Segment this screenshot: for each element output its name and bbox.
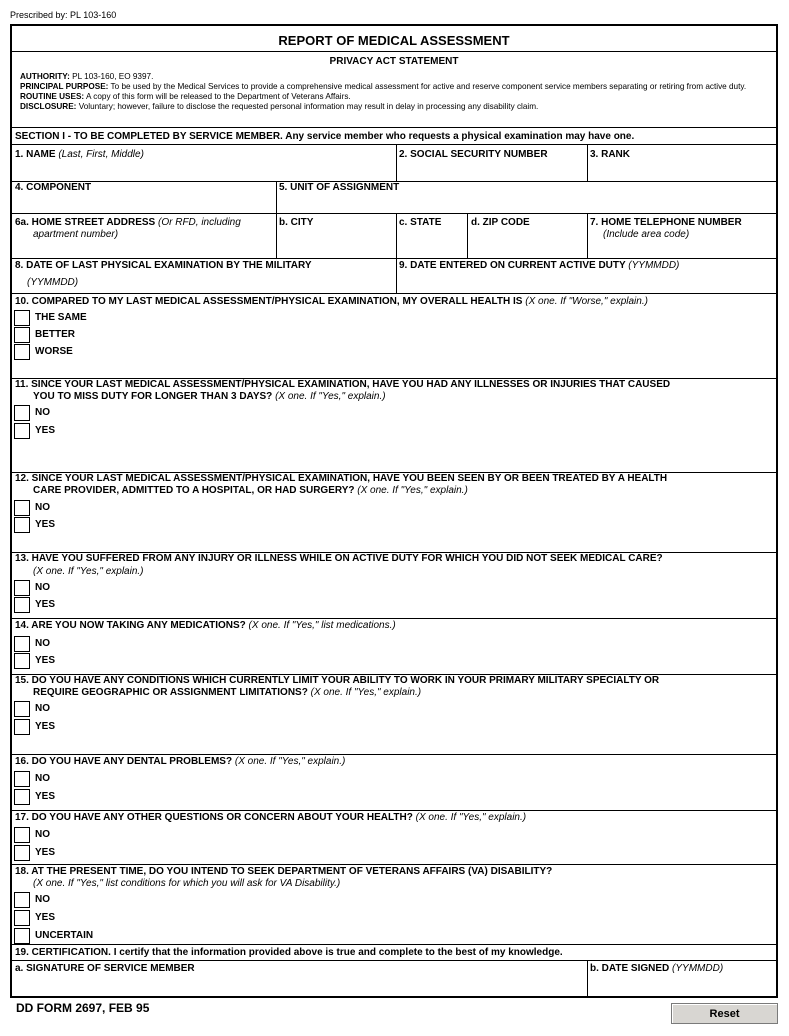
- question-17: 17. DO YOU HAVE ANY OTHER QUESTIONS OR CONCERN ABOUT YOUR HEALTH? (X one. If "Yes," explain.): [15, 812, 527, 823]
- certification-statement: 19. CERTIFICATION. I certify that the information provided above is true and complete to the best of my knowledge.: [15, 947, 563, 958]
- form-number: DD FORM 2697, FEB 95: [16, 1001, 150, 1015]
- rank-field[interactable]: 3. RANK: [590, 149, 631, 160]
- zip-code-field[interactable]: d. ZIP CODE: [471, 217, 530, 228]
- q16-no-checkbox[interactable]: [14, 771, 30, 787]
- state-field[interactable]: c. STATE: [399, 217, 442, 228]
- q13-yes-checkbox[interactable]: [14, 597, 30, 613]
- component-field[interactable]: 4. COMPONENT: [15, 182, 92, 193]
- question-18: 18. AT THE PRESENT TIME, DO YOU INTEND TO SEEK DEPARTMENT OF VETERANS AFFAIRS (VA) DISABILITY?: [15, 866, 553, 877]
- name-field[interactable]: 1. NAME (Last, First, Middle): [15, 149, 144, 160]
- q14-no-checkbox[interactable]: [14, 636, 30, 652]
- question-12-cont: CARE PROVIDER, ADMITTED TO A HOSPITAL, OR HAD SURGERY? (X one. If "Yes," explain.): [33, 485, 468, 496]
- q16-yes-checkbox[interactable]: [14, 789, 30, 805]
- q13-no-checkbox[interactable]: [14, 580, 30, 596]
- last-physical-date-field[interactable]: 8. DATE OF LAST PHYSICAL EXAMINATION BY THE MILITARY: [15, 260, 312, 271]
- q17-no-checkbox[interactable]: [14, 827, 30, 843]
- privacy-act-heading: PRIVACY ACT STATEMENT: [329, 56, 459, 67]
- question-10: 10. COMPARED TO MY LAST MEDICAL ASSESSMENT/PHYSICAL EXAMINATION, MY OVERALL HEALTH IS (X one. If "Worse," explain.): [15, 296, 648, 307]
- address-hint: apartment number): [33, 229, 119, 240]
- prescribed-by: Prescribed by: PL 103-160: [10, 10, 117, 20]
- question-13: 13. HAVE YOU SUFFERED FROM ANY INJURY OR ILLNESS WHILE ON ACTIVE DUTY FOR WHICH YOU DID NOT SEEK MEDICAL CARE?: [15, 553, 663, 564]
- telephone-hint: (Include area code): [603, 229, 690, 240]
- q11-no-checkbox[interactable]: [14, 405, 30, 421]
- section-1-heading: SECTION I - TO BE COMPLETED BY SERVICE MEMBER. Any service member who requests a physical examination may have one.: [15, 131, 635, 142]
- date-signed-field[interactable]: b. DATE SIGNED (YYMMDD): [590, 963, 724, 974]
- privacy-act-statement: AUTHORITY: PL 103-160, EO 9397. PRINCIPAL PURPOSE: To be used by the Medical Services to provide a comprehensive medical assessment for active and reserve component service members separating or retiring from active duty. ROUTINE USES: A copy of this form will be released to the Department of Veterans Affairs. DISCLOSURE: Voluntary; however, failure to disclose the requested personal information may result in delay in processing any disability claim.: [20, 72, 747, 111]
- q12-yes-checkbox[interactable]: [14, 517, 30, 533]
- q14-yes-checkbox[interactable]: [14, 653, 30, 669]
- city-field[interactable]: b. CITY: [279, 217, 314, 228]
- home-address-field[interactable]: 6a. HOME STREET ADDRESS (Or RFD, including: [15, 217, 241, 228]
- q18-no-checkbox[interactable]: [14, 892, 30, 908]
- medical-assessment-form: REPORT OF MEDICAL ASSESSMENT PRIVACY ACT STATEMENT AUTHORITY: PL 103-160, EO 9397. PRINCIPAL PURPOSE: To be used by the Medical Services to provide a comprehensive medical assessment for active and reserve component service members separating or retiring from active duty. ROUTINE USES: A copy of this form will be released to the Department of Veterans Affairs. DISCLOSURE: Voluntary; however, failure to disclose the requested personal information may result in delay in processing any disability claim. SECTION I - TO BE COMPLETED BY SERVICE MEMBER. Any service member who requests a physical examination may have one. 1. NAME (Last, First, Middle) 2. SOCIAL SECURITY NUMBER 3. RANK 4. COMPONENT 5. UNIT OF ASSIGNMENT 6a. HOME STREET ADDRESS (Or RFD, including apartment number) b. CITY c. STATE d. ZIP CODE 7. HOME TELEPHONE NUMBER (Include area code) 8. DATE OF LAST PHYSICAL EXAMINATION BY THE MILITARY (YYMMDD) 9. DATE ENTERED ON CURRENT ACTIVE DUTY (YYMMDD) 10. COMPARED TO MY LAST MEDICAL ASSESSMENT/PHYSICAL EXAMINATION, MY OVERALL HEALTH IS (X one. If "Worse," explain.) THE SAME BETTER WORSE 11. SINCE YOUR LAST MEDICAL ASSESSMENT/PHYSICAL EXAMINATION, HAVE YOU HAD ANY ILLNESSES OR INJURIES THAT CAUSED YOU TO MISS DUTY FOR LONGER THAN 3 DAYS? (X one. If "Yes," explain.) NO YES 12. SINCE YOUR LAST MEDICAL ASSESSMENT/PHYSICAL EXAMINATION, HAVE YOU BEEN SEEN BY OR BEEN TREATED BY A HEALTH CARE PROVIDER, ADMITTED TO A HOSPITAL, OR HAD SURGERY? (X one. If "Yes," explain.) NO YES 13. HAVE YOU SUFFERED FROM ANY INJURY OR ILLNESS WHILE ON ACTIVE DUTY FOR WHICH YOU DID NOT SEEK MEDICAL CARE? (X one. If "Yes," explain.) NO YES 14. ARE YOU NOW TAKING ANY MEDICATIONS? (X one. If "Yes," list medications.) NO YES 15. DO YOU HAVE ANY CONDITIONS WHICH CURRENTLY LIMIT YOUR ABILITY TO WORK IN YOUR PRIMARY MILITARY SPECIALTY OR REQUIRE GEOGRAPHIC OR ASSIGNMENT LIMITATIONS? (X one. If "Yes," explain.) NO YES 16. DO YOU HAVE ANY DENTAL PROBLEMS? (X one. If "Yes," explain.) NO YES 17. DO YOU HAVE ANY OTHER QUESTIONS OR CONCERN ABOUT YOUR HEALTH? (X one. If "Yes," explain.) NO YES 18. AT THE PRESENT TIME, DO YOU INTEND TO SEEK DEPARTMENT OF VETERANS AFFAIRS (VA) DISABILITY? (X one. If "Yes," list conditions for which you will ask for VA Disability.) NO YES UNCERTAIN 19. CERTIFICATION. I certify that the information provided above is true and complete to the best of my knowledge. a. SIGNATURE OF SERVICE MEMBER b. DATE SIGNED (YYMMDD): [10, 24, 778, 998]
- form-title: REPORT OF MEDICAL ASSESSMENT: [278, 33, 510, 48]
- question-15: 15. DO YOU HAVE ANY CONDITIONS WHICH CURRENTLY LIMIT YOUR ABILITY TO WORK IN YOUR PRIMARY MILITARY SPECIALTY OR: [15, 675, 660, 686]
- question-13-hint: (X one. If "Yes," explain.): [33, 566, 144, 577]
- question-18-hint: (X one. If "Yes," list conditions for which you will ask for VA Disability.): [33, 878, 341, 889]
- unit-field[interactable]: 5. UNIT OF ASSIGNMENT: [279, 182, 400, 193]
- question-16: 16. DO YOU HAVE ANY DENTAL PROBLEMS? (X one. If "Yes," explain.): [15, 756, 346, 767]
- active-duty-date-field[interactable]: 9. DATE ENTERED ON CURRENT ACTIVE DUTY (YYMMDD): [399, 260, 680, 271]
- q10-better-checkbox[interactable]: [14, 327, 30, 343]
- q11-yes-checkbox[interactable]: [14, 423, 30, 439]
- q10-same-checkbox[interactable]: [14, 310, 30, 326]
- q18-yes-checkbox[interactable]: [14, 910, 30, 926]
- q17-yes-checkbox[interactable]: [14, 845, 30, 861]
- q15-yes-checkbox[interactable]: [14, 719, 30, 735]
- last-physical-date-hint: (YYMMDD): [27, 277, 79, 288]
- q12-no-checkbox[interactable]: [14, 500, 30, 516]
- q18-uncertain-checkbox[interactable]: [14, 928, 30, 944]
- q15-no-checkbox[interactable]: [14, 701, 30, 717]
- question-12: 12. SINCE YOUR LAST MEDICAL ASSESSMENT/PHYSICAL EXAMINATION, HAVE YOU BEEN SEEN BY OR BEEN TREATED BY A HEALTH: [15, 473, 668, 484]
- question-11-cont: YOU TO MISS DUTY FOR LONGER THAN 3 DAYS? (X one. If "Yes," explain.): [33, 391, 386, 402]
- question-14: 14. ARE YOU NOW TAKING ANY MEDICATIONS? (X one. If "Yes," list medications.): [15, 620, 396, 631]
- home-telephone-field[interactable]: 7. HOME TELEPHONE NUMBER: [590, 217, 742, 228]
- signature-field[interactable]: a. SIGNATURE OF SERVICE MEMBER: [15, 963, 195, 974]
- q10-worse-checkbox[interactable]: [14, 344, 30, 360]
- question-15-cont: REQUIRE GEOGRAPHIC OR ASSIGNMENT LIMITATIONS? (X one. If "Yes," explain.): [33, 687, 422, 698]
- ssn-field[interactable]: 2. SOCIAL SECURITY NUMBER: [399, 149, 548, 160]
- question-11: 11. SINCE YOUR LAST MEDICAL ASSESSMENT/PHYSICAL EXAMINATION, HAVE YOU HAD ANY ILLNESSES OR INJURIES THAT CAUSED: [15, 379, 671, 390]
- reset-button[interactable]: Reset: [671, 1003, 778, 1024]
